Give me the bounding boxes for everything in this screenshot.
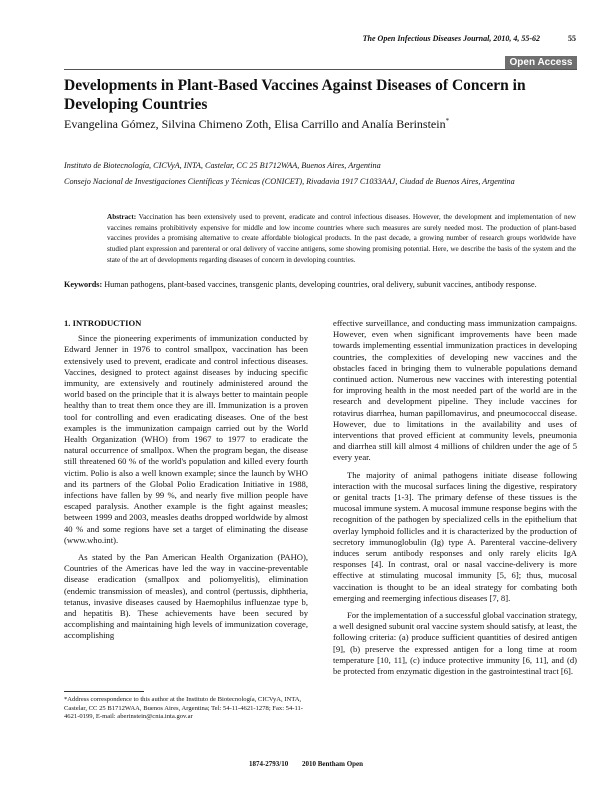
header-rule — [64, 69, 577, 70]
left-column — [64, 318, 308, 648]
author-names: Evangelina Gómez, Silvina Chimeno Zoth, Elisa Carrillo and Analía Berinstein — [64, 117, 446, 131]
affiliation-2: Consejo Nacional de Investigaciones Científicas y Técnicas (CONICET), Rivadavia 1917 C1033AAJ, Ciudad de Buenos Aires, Argentina — [64, 177, 515, 186]
page-footer — [0, 760, 612, 768]
abstract-text: Vaccination has been extensively used to prevent, eradicate and control infectious diseases. However, the development and implementation of new vaccines remains prohibitively expensive for middle and low income countries where such measures are surely needed most. The production of plant-based vaccines provides a promising alternative to create affordable biological products. In the past decade, a growing number of research groups worldwide have studied plant expression and parenteral or oral delivery of vaccine antigens, some showing promising potential. Here, we describe the basis of the system and the state of the art of developments regarding diseases of concern in developing countries. — [107, 213, 576, 264]
paragraph: For the implementation of a successful global vaccination strategy, a well designed subunit oral vaccine system should satisfy, at least, the following criteria: (a) produce sufficient quantities of desired antigen [9], (b) preserve the expressed antigen for a long time at room temperature [10, 11], (c) induce protective immunity [6, 11], and (d) be protected from enzymatic digestion in the gastrointestinal tract [6]. — [333, 610, 577, 677]
correspondence-footnote: *Address correspondence to this author at the Instituto de Biotecnología, CICVyA, INTA, Castelar, CC 25 B1712WAA, Buenos Aires, Argentina; Tel: 54-11-4621-1278; Fax: 54-11-4621-0199, E-mail: aberinstein@cnia.inta.gov.ar — [64, 696, 304, 721]
section-heading: 1. INTRODUCTION — [64, 318, 142, 328]
open-access-badge: Open Access — [505, 56, 577, 69]
abstract — [107, 212, 576, 266]
paragraph: Since the pioneering experiments of immunization conducted by Edward Jenner in 1976 to control smallpox, vaccination has been extensively used to prevent, eradicate and control infectious diseases. Vaccines, designed to protect against diseases by inducing specific immunity, are extensively and routinely administered around the world based on the principle that it is always better to maintain people healthy than to treat them once they are ill. Immunization is a proven tool for controlling and even eradicating diseases. One of the best examples is the immunization campaign carried out by the World Health Organization (WHO) from 1967 to 1977 to eradicate the natural occurrence of smallpox. When the program began, the disease still threatened 60 % of the world's population and killed every fourth victim. Polio is also a well known example; since the launch by WHO and its partners of the Global Polio Eradication Initiative in 1988, infections have fallen by 99 %, and nearly five million people have escaped paralysis. Another example is the fight against measles; between 1999 and 2003, measles deaths dropped worldwide by almost 40 % and some regions have set a target of eliminating the disease (www.who.int). — [64, 333, 308, 545]
copyright: 2010 Bentham Open — [301, 760, 364, 768]
keywords-text: Human pathogens, plant-based vaccines, transgenic plants, developing countries, oral delivery, subunit vaccines, antibody response. — [104, 280, 537, 289]
right-column — [333, 318, 577, 683]
abstract-label: Abstract: — [107, 213, 137, 221]
journal-header: The Open Infectious Diseases Journal, 2010, 4, 55-62 — [362, 34, 540, 43]
keywords-label: Keywords: — [64, 280, 103, 289]
paragraph: effective surveillance, and conducting mass immunization campaigns. However, even when significant improvements have been made towards implementing essential immunization practices in developing countries, the complexities of developing new vaccines and the obstacles faced in bringing them to vulnerable populations demand continued action. Numerous new vaccines with interesting potential for improving health in the most needed part of the world are in the research and development pipeline. They include vaccines for rotavirus diarrhea, human papillomavirus, and pneumococcal disease. However, due to limitations in the availability and uses of interventions that proved efficient at community levels, pneumonia and diarrhea still kill almost 4 millions of children under the age of 5 every year. — [333, 318, 577, 463]
keywords — [64, 279, 577, 290]
issn: 1874-2793/10 — [248, 760, 289, 768]
paragraph: The majority of animal pathogens initiate disease following interaction with the mucosal surfaces lining the digestive, respiratory or genital tracts [1-3]. The primary defense of these tissues is the mucosal immune system. A mucosal immune response begins with the recognition of the pathogen by specialized cells in the epithelium that overlay lymphoid follicles and it is characterized by the production of secretory immunoglobulin (Ig) type A. Parenteral vaccine-delivery induces serum antibody responses and only rarely elicits IgA responses [4]. In contrast, oral or nasal vaccine-delivery is more effective at stimulating mucosal immunity [5, 6]; thus, mucosal vaccination is thought to be an ideal strategy for combating both emerging and reemerging infectious diseases [7, 8]. — [333, 469, 577, 603]
author-list — [64, 117, 584, 132]
footnote-rule — [64, 691, 144, 692]
corresponding-author-mark: * — [445, 117, 450, 125]
paragraph: As stated by the Pan American Health Organization (PAHO), Countries of the Americas have led the way in vaccine-preventable disease eradication (smallpox and poliomyelitis), elimination (endemic transmission of measles), and control (pertussis, diphtheria, tetanus, invasive diseases caused by Haemophilus influenzae type b, and hepatitis B). These achievements have been secured by accomplishing and maintaining high levels of immunization coverage, accomplishing — [64, 552, 308, 641]
affiliation-1: Instituto de Biotecnología, CICVyA, INTA, Castelar, CC 25 B1712WAA, Buenos Aires, Argentina — [64, 161, 381, 170]
article-title: Developments in Plant-Based Vaccines Against Diseases of Concern in Developing Countries — [64, 77, 526, 113]
page-number: 55 — [568, 34, 576, 43]
